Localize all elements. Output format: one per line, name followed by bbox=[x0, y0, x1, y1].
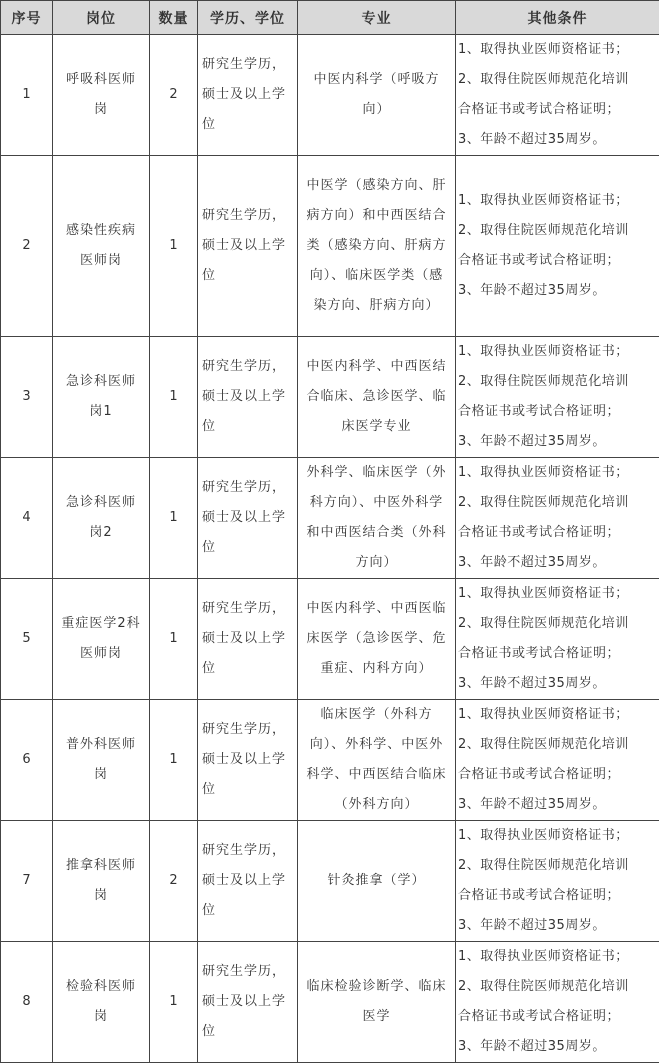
row-count: 2 bbox=[150, 35, 198, 156]
table-row bbox=[1, 458, 659, 579]
row-position: 检验科医师岗 bbox=[53, 942, 150, 1063]
condition-line: 2、取得住院医师规范化培训 bbox=[458, 616, 629, 631]
row-position: 感染性疾病医师岗 bbox=[53, 156, 150, 337]
header-index: 序号 bbox=[1, 1, 53, 35]
header-row bbox=[1, 1, 659, 35]
row-education: 研究生学历，硕士及以上学位 bbox=[198, 337, 298, 458]
row-count: 1 bbox=[150, 700, 198, 821]
condition-line: 2、取得住院医师规范化培训 bbox=[458, 223, 629, 238]
row-education: 研究生学历，硕士及以上学位 bbox=[198, 942, 298, 1063]
table-row bbox=[1, 156, 659, 337]
row-count: 1 bbox=[150, 156, 198, 337]
row-position: 急诊科医师岗1 bbox=[53, 337, 150, 458]
row-conditions bbox=[456, 821, 659, 942]
condition-line: 合格证书或考试合格证明； bbox=[458, 404, 621, 419]
condition-line: 1、取得执业医师资格证书； bbox=[458, 344, 629, 359]
condition-line: 合格证书或考试合格证明； bbox=[458, 767, 621, 782]
condition-line: 1、取得执业医师资格证书； bbox=[458, 949, 629, 964]
row-education: 研究生学历，硕士及以上学位 bbox=[198, 579, 298, 700]
condition-line: 2、取得住院医师规范化培训 bbox=[458, 858, 629, 873]
row-index: 3 bbox=[1, 337, 53, 458]
row-conditions bbox=[456, 700, 659, 821]
row-count: 1 bbox=[150, 337, 198, 458]
condition-line: 3、年龄不超过35周岁。 bbox=[458, 1039, 606, 1054]
row-major: 中医内科学（呼吸方向） bbox=[298, 35, 456, 156]
header-education: 学历、学位 bbox=[198, 1, 298, 35]
row-education: 研究生学历，硕士及以上学位 bbox=[198, 458, 298, 579]
row-count: 2 bbox=[150, 821, 198, 942]
row-position: 普外科医师岗 bbox=[53, 700, 150, 821]
row-count: 1 bbox=[150, 942, 198, 1063]
condition-line: 3、年龄不超过35周岁。 bbox=[458, 918, 606, 933]
condition-line: 3、年龄不超过35周岁。 bbox=[458, 676, 606, 691]
condition-line: 合格证书或考试合格证明； bbox=[458, 888, 621, 903]
condition-line: 合格证书或考试合格证明； bbox=[458, 253, 621, 268]
condition-line: 1、取得执业医师资格证书； bbox=[458, 465, 629, 480]
condition-line: 3、年龄不超过35周岁。 bbox=[458, 797, 606, 812]
row-index: 1 bbox=[1, 35, 53, 156]
condition-line: 2、取得住院医师规范化培训 bbox=[458, 737, 629, 752]
row-conditions bbox=[456, 579, 659, 700]
condition-line: 合格证书或考试合格证明； bbox=[458, 525, 621, 540]
condition-line: 1、取得执业医师资格证书； bbox=[458, 828, 629, 843]
row-major: 中医内科学、中西医结合临床、急诊医学、临床医学专业 bbox=[298, 337, 456, 458]
row-count: 1 bbox=[150, 458, 198, 579]
row-index: 7 bbox=[1, 821, 53, 942]
table-row bbox=[1, 35, 659, 156]
table-row bbox=[1, 700, 659, 821]
row-conditions bbox=[456, 156, 659, 337]
condition-line: 1、取得执业医师资格证书； bbox=[458, 193, 629, 208]
header-count: 数量 bbox=[150, 1, 198, 35]
table-row bbox=[1, 942, 659, 1063]
table-row bbox=[1, 337, 659, 458]
row-major: 中医内科学、中西医临床医学（急诊医学、危重症、内科方向） bbox=[298, 579, 456, 700]
row-education: 研究生学历，硕士及以上学位 bbox=[198, 156, 298, 337]
row-conditions bbox=[456, 458, 659, 579]
condition-line: 1、取得执业医师资格证书； bbox=[458, 42, 629, 57]
row-position: 推拿科医师岗 bbox=[53, 821, 150, 942]
header-major: 专业 bbox=[298, 1, 456, 35]
row-conditions bbox=[456, 942, 659, 1063]
condition-line: 合格证书或考试合格证明； bbox=[458, 646, 621, 661]
row-index: 5 bbox=[1, 579, 53, 700]
row-major: 针灸推拿（学） bbox=[298, 821, 456, 942]
condition-line: 3、年龄不超过35周岁。 bbox=[458, 434, 606, 449]
row-position: 重症医学2科医师岗 bbox=[53, 579, 150, 700]
condition-line: 2、取得住院医师规范化培训 bbox=[458, 979, 629, 994]
row-count: 1 bbox=[150, 579, 198, 700]
row-index: 2 bbox=[1, 156, 53, 337]
row-position: 急诊科医师岗2 bbox=[53, 458, 150, 579]
row-conditions bbox=[456, 337, 659, 458]
condition-line: 合格证书或考试合格证明； bbox=[458, 1009, 621, 1024]
row-education: 研究生学历，硕士及以上学位 bbox=[198, 700, 298, 821]
condition-line: 3、年龄不超过35周岁。 bbox=[458, 132, 606, 147]
row-position: 呼吸科医师岗 bbox=[53, 35, 150, 156]
row-major: 中医学（感染方向、肝病方向）和中西医结合类（感染方向、肝病方向）、临床医学类（感染方向、肝病方向） bbox=[298, 156, 456, 337]
condition-line: 2、取得住院医师规范化培训 bbox=[458, 374, 629, 389]
condition-line: 3、年龄不超过35周岁。 bbox=[458, 555, 606, 570]
row-index: 6 bbox=[1, 700, 53, 821]
condition-line: 1、取得执业医师资格证书； bbox=[458, 586, 629, 601]
header-conditions: 其他条件 bbox=[456, 1, 659, 35]
header-position: 岗位 bbox=[53, 1, 150, 35]
row-conditions bbox=[456, 35, 659, 156]
condition-line: 2、取得住院医师规范化培训 bbox=[458, 72, 629, 87]
row-major: 临床检验诊断学、临床医学 bbox=[298, 942, 456, 1063]
condition-line: 2、取得住院医师规范化培训 bbox=[458, 495, 629, 510]
condition-line: 合格证书或考试合格证明； bbox=[458, 102, 621, 117]
row-education: 研究生学历，硕士及以上学位 bbox=[198, 821, 298, 942]
row-major: 临床医学（外科方向）、外科学、中医外科学、中西医结合临床（外科方向） bbox=[298, 700, 456, 821]
table-row bbox=[1, 579, 659, 700]
condition-line: 3、年龄不超过35周岁。 bbox=[458, 283, 606, 298]
row-education: 研究生学历，硕士及以上学位 bbox=[198, 35, 298, 156]
table-row bbox=[1, 821, 659, 942]
condition-line: 1、取得执业医师资格证书； bbox=[458, 707, 629, 722]
row-major: 外科学、临床医学（外科方向）、中医外科学和中西医结合类（外科方向） bbox=[298, 458, 456, 579]
row-index: 8 bbox=[1, 942, 53, 1063]
row-index: 4 bbox=[1, 458, 53, 579]
